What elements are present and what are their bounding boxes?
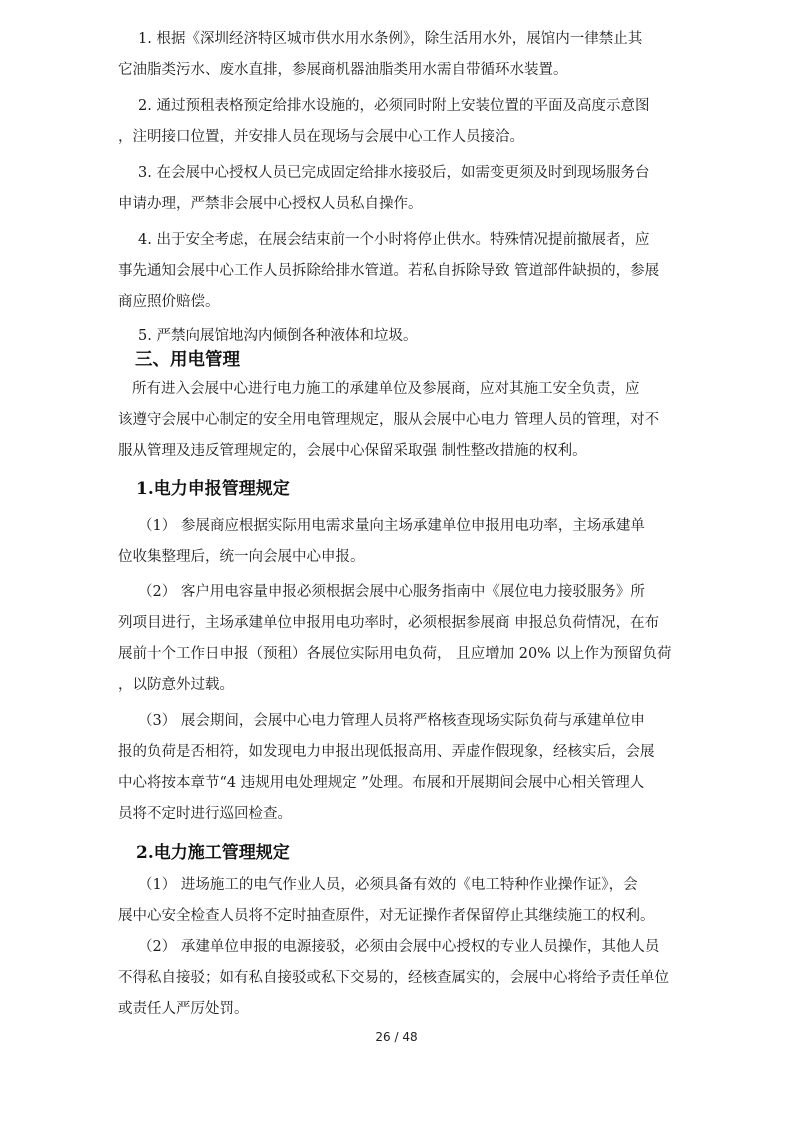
text-line: 商应照价赔偿。 (118, 294, 220, 310)
text-line: （1） 参展商应根据实际用电需求量向主场承建单位申报用电功率，主场承建单 (138, 518, 645, 534)
water-rule-4 (118, 225, 708, 318)
subsection-heading-declaration: 1.电力申报管理规定 (136, 479, 290, 499)
text-line: 事先通知会展中心工作人员拆除给排水管道。若私自拆除导致 管道部件缺损的，参展 (118, 263, 660, 279)
text-line: 申请办理，严禁非会展中心授权人员私自操作。 (118, 196, 423, 212)
text-line: 4. 出于安全考虑，在展会结束前一个小时将停止供水。特殊情况提前撤展者，应 (138, 232, 650, 248)
text-line: 5. 严禁向展馆地沟内倾倒各种液体和垃圾。 (138, 328, 418, 344)
declaration-item-1 (118, 511, 708, 573)
text-line: 服从管理及违反管理规定的，会展中心保留采取强 制性整改措施的权利。 (118, 443, 587, 459)
text-line: 所有进入会展中心进行电力施工的承建单位及参展商，应对其施工安全负责，应 (132, 381, 640, 397)
text-line: （2） 客户用电容量申报必须根据会展中心服务指南中《展位电力接驳服务》所 (138, 584, 645, 600)
text-line: 中心将按本章节“4 违规用电处理规定 ”处理。布展和开展期间会展中心相关管理人 (118, 775, 645, 791)
text-line: 它油脂类污水、废水直排，参展商机器油脂类用水需自带循环水装置。 (118, 62, 568, 78)
text-line: 3. 在会展中心授权人员已完成固定给排水接驳后，如需变更须及时到现场服务台 (138, 165, 650, 181)
text-line: 位收集整理后，统一向会展中心申报。 (118, 549, 365, 565)
text-line: （1） 进场施工的电气作业人员，必须具备有效的《电工特种作业操作证》，会 (138, 877, 638, 893)
text-line: 展中心安全检查人员将不定时抽查原件，对无证操作者保留停止其继续施工的权利。 (118, 908, 655, 924)
text-line: 不得私自接驳；如有私自接驳或私下交易的，经核查属实的，会展中心将给予责任单位 (118, 970, 669, 986)
text-line: 该遵守会展中心制定的安全用电管理规定，服从会展中心电力 管理人员的管理，对不 (118, 412, 660, 428)
page-number: 26 / 48 (375, 1030, 418, 1044)
text-line: 员将不定时进行巡回检查。 (118, 806, 292, 822)
construction-item-1 (118, 870, 708, 932)
text-line: ，注明接口位置，并安排人员在现场与会展中心工作人员接洽。 (118, 129, 524, 145)
text-line: 展前十个工作日申报（预租）各展位实际用电负荷， 且应增加 20% 以上作为预留负荷 (118, 646, 672, 662)
text-line: 列项目进行，主场承建单位申报用电功率时，必须根据参展商 申报总负荷情况，在布 (118, 615, 660, 631)
text-line: 2. 通过预租表格预定给排水设施的，必须同时附上安装位置的平面及高度示意图 (138, 98, 650, 114)
subsection-heading-construction: 2.电力施工管理规定 (136, 843, 290, 863)
declaration-item-2 (118, 577, 708, 701)
text-line: （3） 展会期间，会展中心电力管理人员将严格核查现场实际负荷与承建单位申 (138, 713, 645, 729)
text-line: 报的负荷是否相符，如发现电力申报出现低报高用、弄虚作假现象，经核实后，会展 (118, 744, 655, 760)
water-rule-2 (118, 91, 708, 153)
text-line: （2） 承建单位申报的电源接驳，必须由会展中心授权的专业人员操作，其他人员 (138, 939, 660, 955)
water-rule-3 (118, 158, 708, 220)
water-rule-1 (118, 24, 708, 86)
section-heading-power: 三、用电管理 (135, 350, 240, 370)
text-line: 或责任人严厉处罚。 (118, 1001, 249, 1017)
declaration-item-3 (118, 706, 708, 830)
text-line: 1. 根据《深圳经济特区城市供水用水条例》，除生活用水外，展馆内一律禁止其 (138, 31, 643, 47)
construction-item-2 (118, 932, 708, 1025)
text-line: ，以防意外过载。 (118, 677, 234, 693)
section-intro (118, 374, 708, 467)
